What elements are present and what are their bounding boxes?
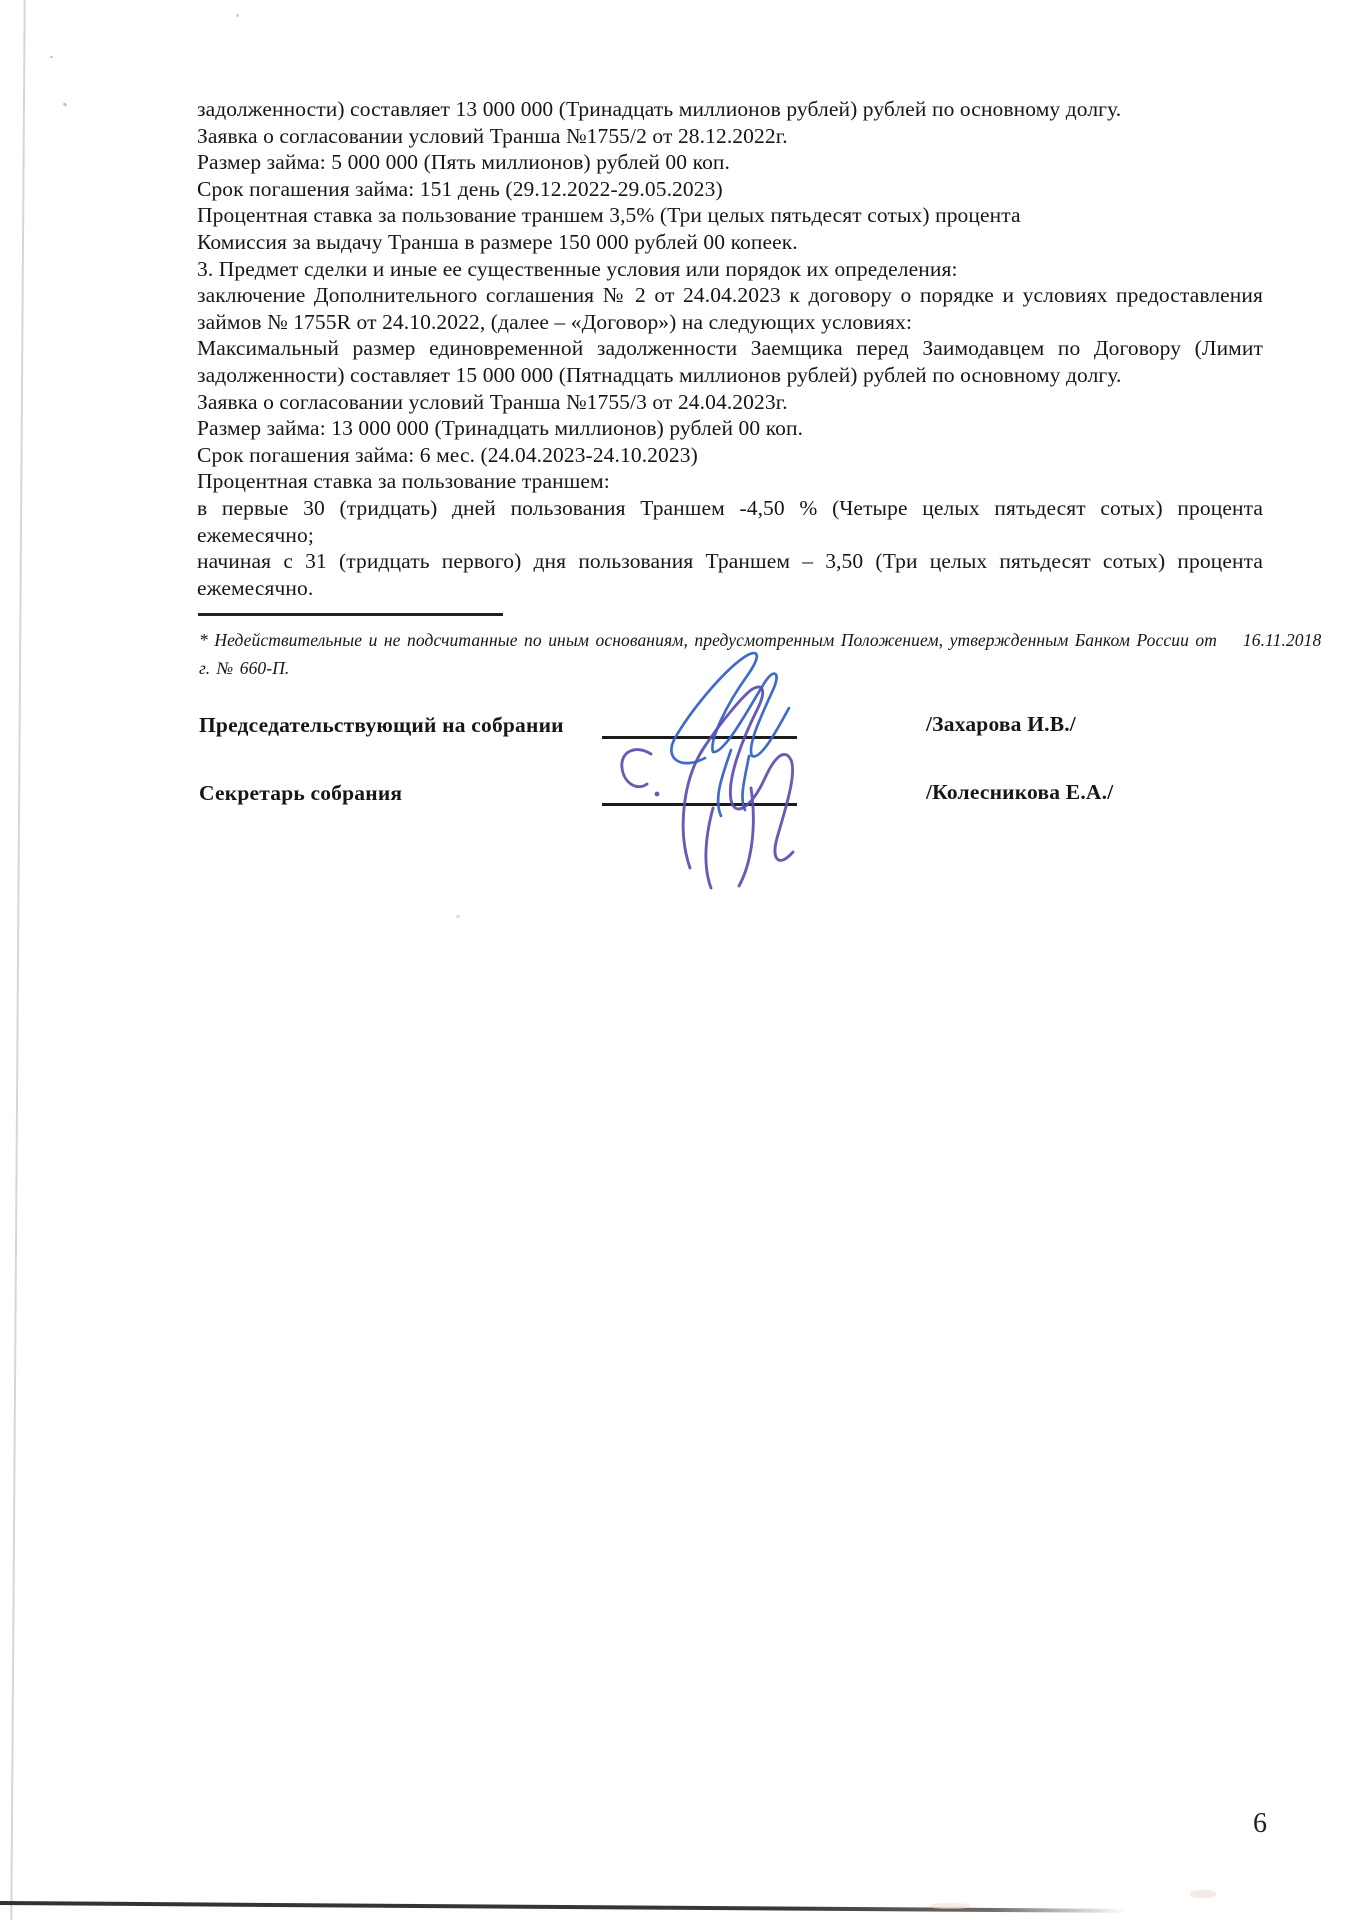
body-text-line: ежемесячно; <box>197 522 314 547</box>
body-text-line: Процентная ставка за пользование траншем: <box>197 469 610 494</box>
scan-smudge <box>1190 1890 1216 1898</box>
body-text-line: задолженности) составляет 15 000 000 (Пятнадцать миллионов рублей) рублей по основному долгу. <box>197 362 1122 387</box>
body-text-line: Размер займа: 13 000 000 (Тринадцать миллионов) рублей 00 коп. <box>197 416 804 441</box>
body-text-line: Срок погашения займа: 151 день (29.12.2022-29.05.2023) <box>197 176 723 201</box>
document-body-text <box>197 96 1263 601</box>
body-text-line: начиная с 31 (тридцать первого) дня пользования Траншем – 3,50 (Три целых пятьдесят сотых) процента <box>197 549 1263 574</box>
body-text-line: ежемесячно. <box>197 575 314 600</box>
body-text-line: Заявка о согласовании условий Транша №1755/2 от 28.12.2022г. <box>197 123 788 148</box>
scan-smudge <box>930 1903 970 1909</box>
body-text-line: Размер займа: 5 000 000 (Пять миллионов) рублей 00 коп. <box>197 150 730 175</box>
footnote-line-1: * Недействительные и не подсчитанные по иным основаниям, предусмотренным Положением, утвержденным Банком России от 16.11.2018 <box>199 630 1322 650</box>
signature-name-chairman: /Захарова И.В./ <box>926 712 1076 736</box>
footnote-line-2: г. № 660-П. <box>199 657 290 678</box>
page-number: 6 <box>1253 1808 1267 1839</box>
body-text-line: Максимальный размер единовременной задолженности Заемщика перед Заимодавцем по Договору (Лимит <box>197 336 1263 361</box>
scan-edge-artifact-left <box>10 0 25 1920</box>
body-text-line: Процентная ставка за пользование траншем 3,5% (Три целых пятьдесят сотых) процента <box>197 203 1021 228</box>
body-text-line: 3. Предмет сделки и иные ее существенные условия или порядок их определения: <box>197 256 958 281</box>
signature-secretary-ink <box>622 687 793 888</box>
body-text-line: Заявка о согласовании условий Транша №1755/3 от 24.04.2023г. <box>197 389 788 414</box>
scan-speck <box>63 102 68 107</box>
handwritten-signatures <box>555 638 885 893</box>
body-text-line: задолженности) составляет 13 000 000 (Тринадцать миллионов рублей) рублей по основному долгу. <box>197 97 1122 121</box>
scan-speck <box>456 915 460 918</box>
signature-name-secretary: /Колесникова Е.А./ <box>926 780 1114 804</box>
footnote-separator-line <box>198 613 503 616</box>
body-text-line: заключение Дополнительного соглашения № 2 от 24.04.2023 к договору о порядке и условиях предоставления <box>197 283 1263 308</box>
body-text-line: займов № 1755R от 24.10.2022, (далее – «Договор») на следующих условиях: <box>197 309 913 334</box>
signature-role-secretary: Секретарь собрания <box>199 781 403 805</box>
body-text-line: в первые 30 (тридцать) дней пользования Траншем -4,50 % (Четыре целых пятьдесят сотых) процента <box>197 495 1263 520</box>
scan-speck <box>236 14 239 17</box>
body-text-line: Комиссия за выдачу Транша в размере 150 000 рублей 00 копеек. <box>197 229 798 254</box>
signature-role-chairman: Председательствующий на собрании <box>199 713 564 737</box>
scan-speck <box>50 56 53 58</box>
body-text-line: Срок погашения займа: 6 мес. (24.04.2023-24.10.2023) <box>197 442 698 467</box>
